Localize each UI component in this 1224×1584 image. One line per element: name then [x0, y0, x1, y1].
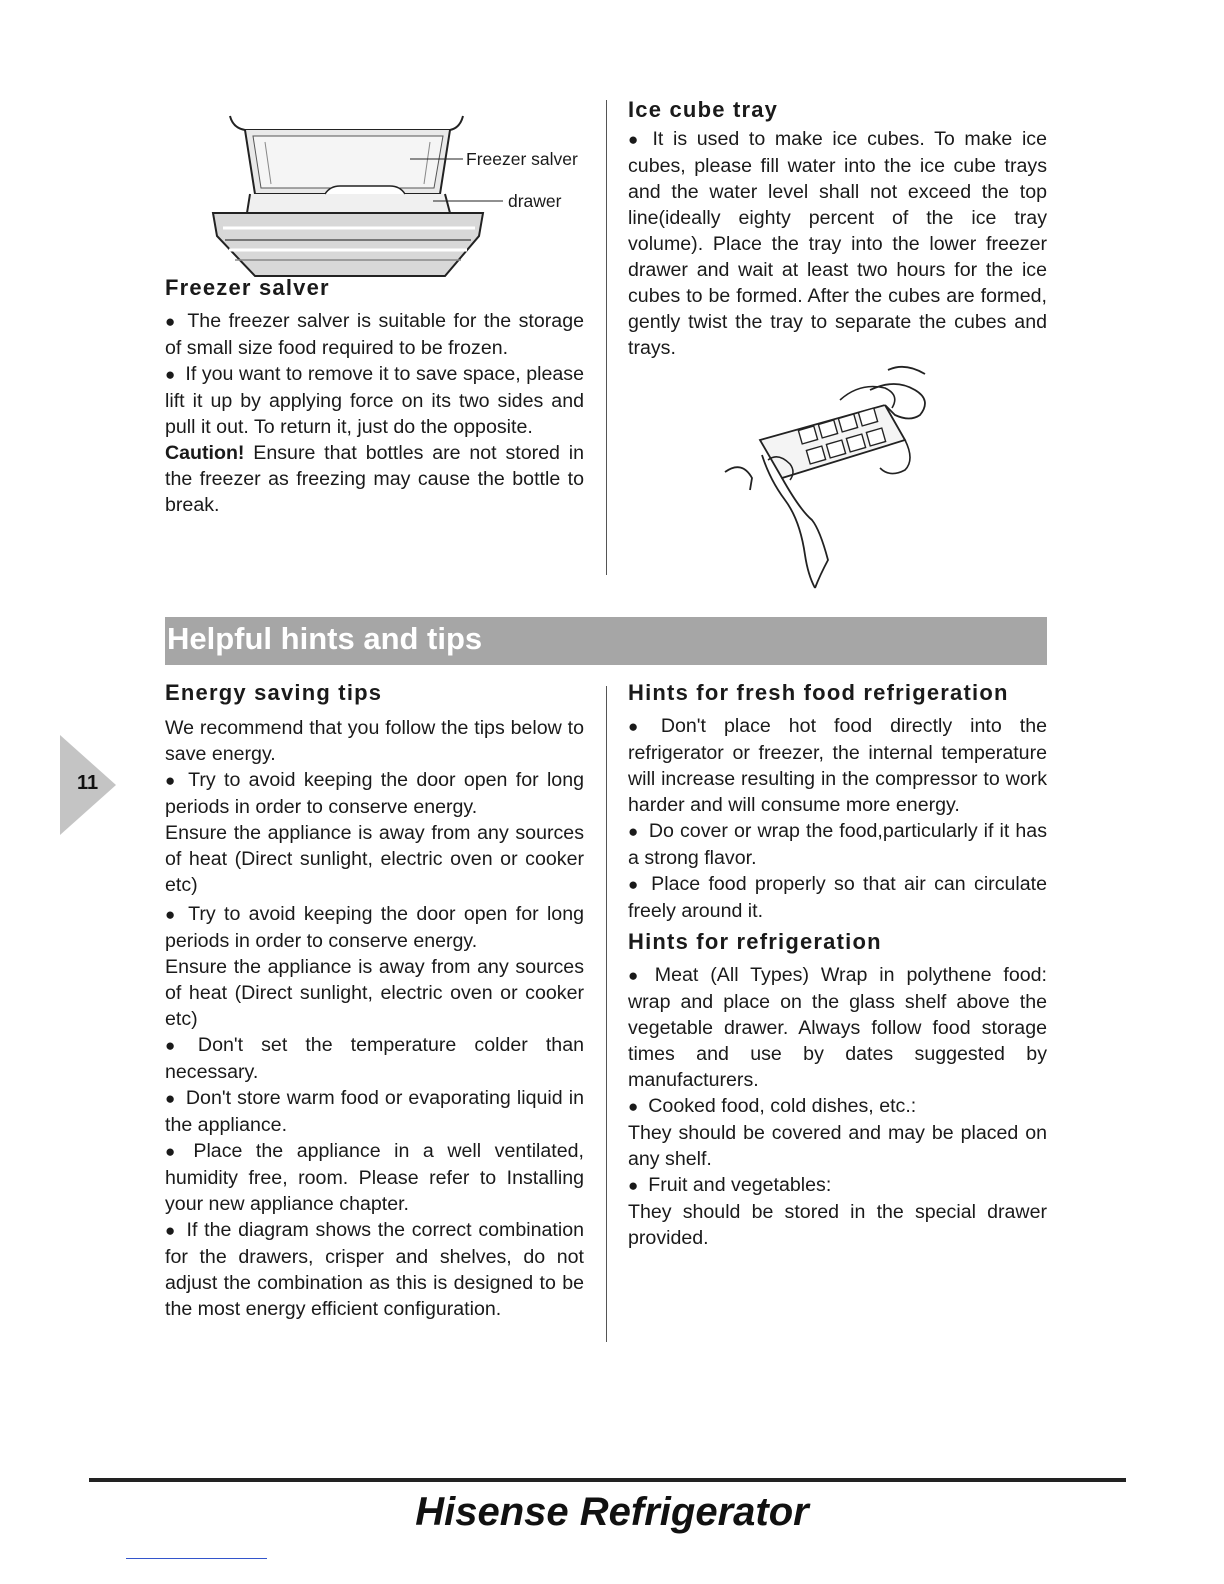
energy-tip-4: ● Don't store warm food or evaporating liquid in the appliance.: [165, 1085, 584, 1138]
brand-footer: Hisense Refrigerator: [415, 1490, 809, 1534]
ice-tray-twist-illustration: [720, 360, 950, 592]
refrig-bullet-3: ● Fruit and vegetables:: [628, 1172, 1047, 1199]
caution-text: Ensure that bottles are not stored in the freezer as freezing may cause the bottle to break.: [165, 442, 584, 516]
footer-link-underline: [126, 1558, 267, 1559]
fresh-bullet-1: ● Don't place hot food directly into the refrigerator or freezer, the internal temperature will increase resulting in the compressor to work harder and will consume more energy.: [628, 713, 1047, 818]
callout-freezer-salver: Freezer salver: [466, 149, 578, 169]
refrig-bullet-2-detail: They should be covered and may be placed on any shelf.: [628, 1122, 1047, 1170]
refrig-bullet-2: ● Cooked food, cold dishes, etc.:: [628, 1093, 1047, 1120]
refrig-bullet-3-detail: They should be stored in the special drawer provided.: [628, 1201, 1047, 1249]
energy-tip-1: ● Try to avoid keeping the door open for long periods in order to conserve energy.: [165, 767, 584, 820]
caution-label: Caution!: [165, 442, 245, 464]
energy-intro: We recommend that you follow the tips below to save energy.: [165, 717, 584, 765]
energy-tip-1b: Ensure the appliance is away from any sources of heat (Direct sunlight, electric oven or cooker etc): [165, 822, 584, 896]
page-number: 11: [77, 772, 99, 794]
hints-section: [628, 679, 1047, 1251]
banner-title: Helpful hints and tips: [167, 621, 483, 656]
callout-drawer: drawer: [508, 191, 562, 211]
ice-cube-tray-heading: Ice cube tray: [628, 97, 779, 122]
section-banner: [165, 617, 1047, 665]
caution-note: [165, 440, 584, 518]
column-divider-bottom: [606, 686, 607, 1342]
fresh-bullet-2: ● Do cover or wrap the food,particularly if it has a strong flavor.: [628, 818, 1047, 871]
freezer-salver-bullet-2: ● If you want to remove it to save space, please lift it up by applying force on its two sides and pull it out. To return it, just do the opposite.: [165, 361, 584, 440]
energy-tip-3: ● Don't set the temperature colder than necessary.: [165, 1032, 584, 1085]
freezer-salver-heading: Freezer salver: [165, 275, 330, 300]
energy-saving-heading: Energy saving tips: [165, 680, 383, 705]
energy-tip-2: ● Try to avoid keeping the door open for long periods in order to conserve energy.: [165, 901, 584, 954]
footer-rule: [89, 1478, 1126, 1482]
energy-tip-6: ● If the diagram shows the correct combination for the drawers, crisper and shelves, do not adjust the combination as this is designed to be the most energy efficient configuration.: [165, 1217, 584, 1322]
fresh-bullet-3: ● Place food properly so that air can circulate freely around it.: [628, 871, 1047, 924]
fresh-food-heading: Hints for fresh food refrigeration: [628, 680, 1009, 705]
ice-cube-tray-bullet-1: ● It is used to make ice cubes. To make ice cubes, please fill water into the ice cube trays and the water level shall not exceed the top line(ideally eighty percent of the ice tray volume). Place the tray into the lower freezer drawer and wait at least two hours for the ice cubes to be formed. After the cubes are formed, gently twist the tray to separate the cubes and trays.: [628, 126, 1047, 361]
freezer-salver-bullet-1: ● The freezer salver is suitable for the storage of small size food required to be frozen.: [165, 308, 584, 361]
column-divider-top: [606, 100, 607, 575]
energy-tip-2b: Ensure the appliance is away from any sources of heat (Direct sunlight, electric oven or cooker etc): [165, 956, 584, 1030]
energy-saving-section: [165, 679, 584, 1322]
refrigeration-heading: Hints for refrigeration: [628, 929, 882, 954]
freezer-salver-section: [165, 274, 584, 518]
ice-cube-tray-section: [628, 96, 1047, 361]
energy-tip-5: ● Place the appliance in a well ventilated, humidity free, room. Please refer to Installing your new appliance chapter.: [165, 1138, 584, 1217]
refrig-bullet-1: ● Meat (All Types) Wrap in polythene food: wrap and place on the glass shelf above the vegetable drawer. Always follow food storage times and use by dates suggested by manufacturers.: [628, 962, 1047, 1093]
